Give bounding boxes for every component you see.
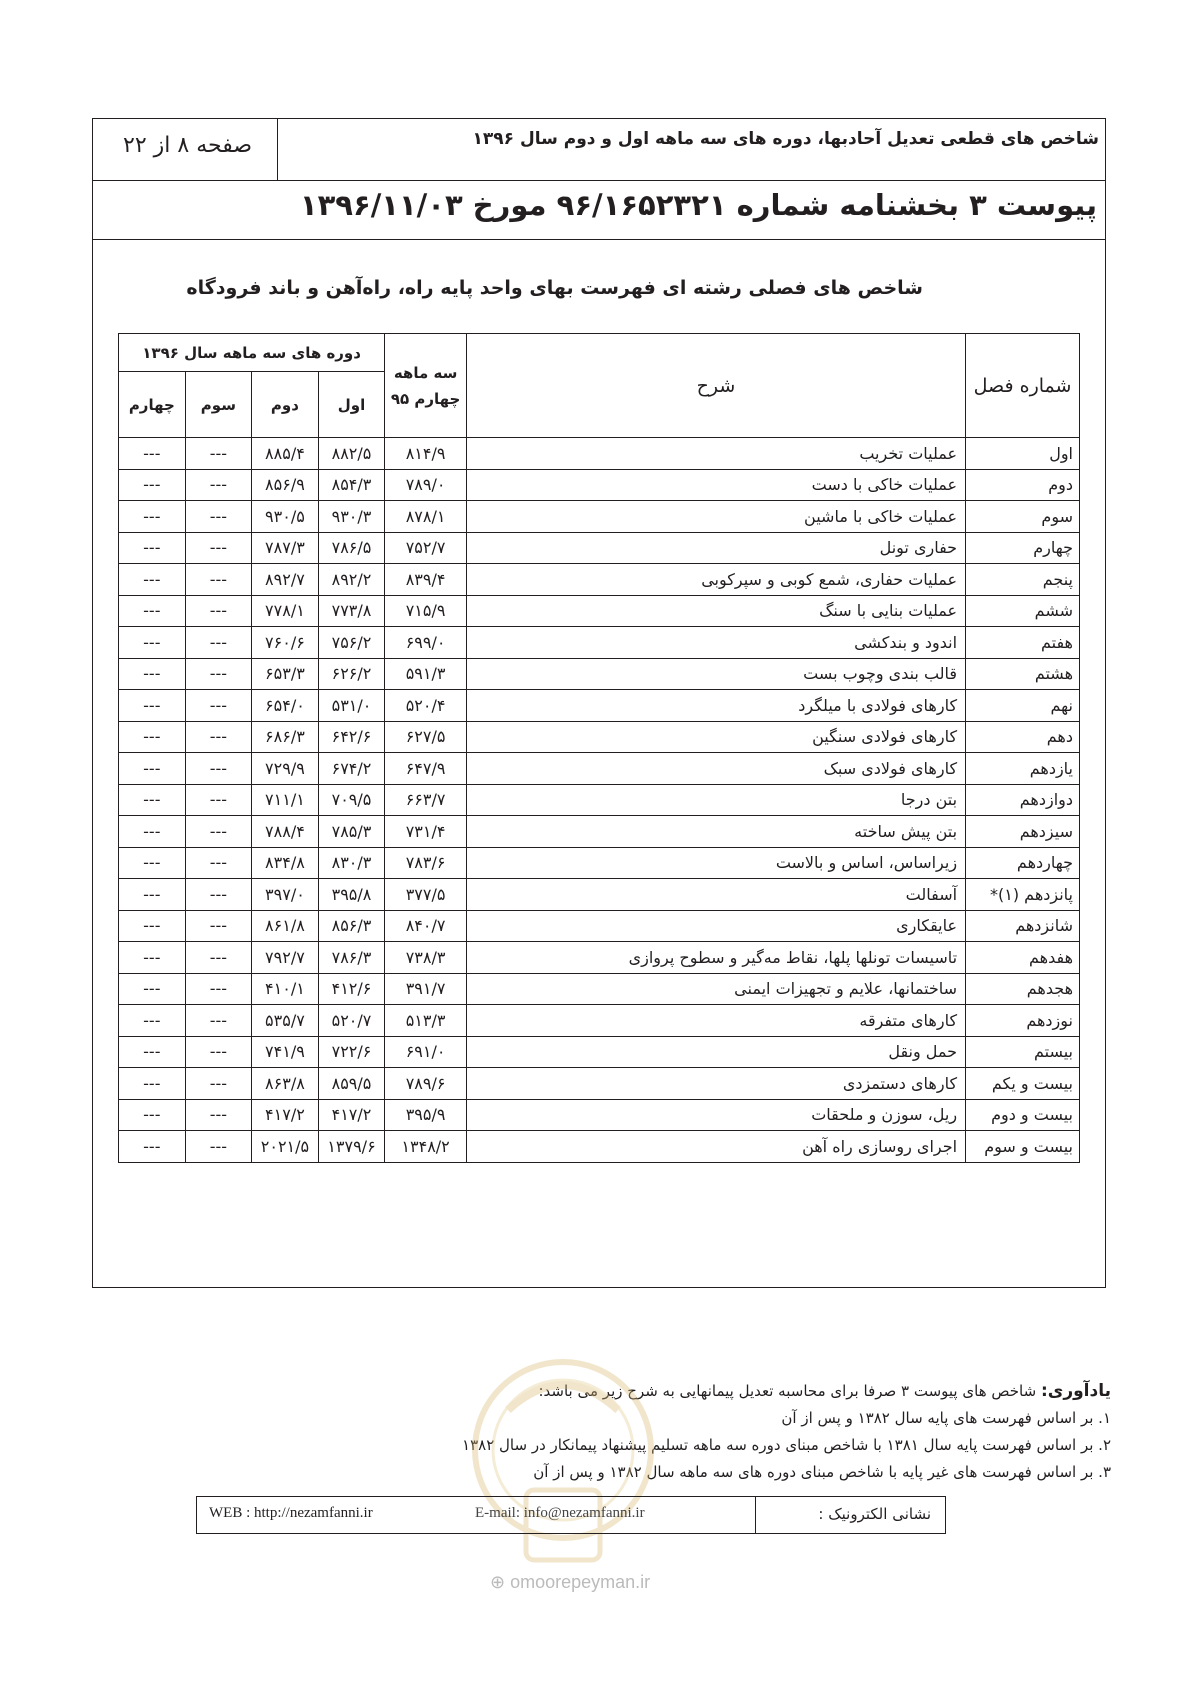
chapter-cell: نهم (966, 690, 1080, 722)
second-quarter-cell: ۸۸۵/۴ (252, 438, 319, 470)
q4-95-cell: ۶۲۷/۵ (385, 721, 467, 753)
chapter-cell: سوم (966, 501, 1080, 533)
description-cell: آسفالت (466, 879, 965, 911)
q4-95-cell: ۷۵۲/۷ (385, 532, 467, 564)
reminder-item: ۱. بر اساس فهرست های پایه سال ۱۳۸۲ و پس از آن (781, 1409, 1111, 1427)
first-quarter-cell: ۷۸۶/۵ (318, 532, 385, 564)
table-row (119, 1131, 1080, 1163)
q4-95-cell: ۳۷۷/۵ (385, 879, 467, 911)
first-quarter-cell: ۸۹۲/۲ (318, 564, 385, 596)
table-row (119, 753, 1080, 785)
third-quarter-cell: --- (185, 595, 252, 627)
fourth-quarter-cell: --- (119, 501, 186, 533)
description-cell: عملیات تخریب (466, 438, 965, 470)
table-title: شاخص های فصلی رشته ای فهرست بهای واحد پایه راه، راه‌آهن و باند فرودگاه (186, 277, 923, 299)
fourth-quarter-cell: --- (119, 564, 186, 596)
table-row (119, 847, 1080, 879)
table-row (119, 532, 1080, 564)
q4-95-cell: ۶۴۷/۹ (385, 753, 467, 785)
attachment-title: پیوست ۳ بخشنامه شماره ۹۶/۱۶۵۲۳۲۱ مورخ ۱۳۹۶/۱۱/۰۳ (299, 188, 1097, 222)
table-row (119, 595, 1080, 627)
second-quarter-cell: ۷۲۹/۹ (252, 753, 319, 785)
fourth-quarter-cell: --- (119, 1068, 186, 1100)
chapter-cell: پنجم (966, 564, 1080, 596)
chapter-cell: هجدهم (966, 973, 1080, 1005)
second-quarter-cell: ۸۹۲/۷ (252, 564, 319, 596)
second-quarter-cell: ۷۸۷/۳ (252, 532, 319, 564)
description-cell: عملیات خاکی با دست (466, 469, 965, 501)
page-frame (92, 118, 1106, 1288)
fourth-quarter-cell: --- (119, 910, 186, 942)
third-quarter-cell: --- (185, 879, 252, 911)
second-quarter-cell: ۷۴۱/۹ (252, 1036, 319, 1068)
q4-95-cell: ۸۳۹/۴ (385, 564, 467, 596)
third-quarter-cell: --- (185, 753, 252, 785)
chapter-cell: سیزدهم (966, 816, 1080, 848)
chapter-cell: شانزدهم (966, 910, 1080, 942)
second-quarter-cell: ۳۹۷/۰ (252, 879, 319, 911)
chapter-cell: بیستم (966, 1036, 1080, 1068)
fourth-quarter-cell: --- (119, 1036, 186, 1068)
first-quarter-cell: ۷۷۳/۸ (318, 595, 385, 627)
q4-95-cell: ۵۹۱/۳ (385, 658, 467, 690)
column-header-fourth: چهارم (119, 372, 186, 438)
chapter-cell: بیست و دوم (966, 1099, 1080, 1131)
q4-95-cell: ۵۱۳/۳ (385, 1005, 467, 1037)
second-quarter-cell: ۴۱۰/۱ (252, 973, 319, 1005)
chapter-cell: نوزدهم (966, 1005, 1080, 1037)
first-quarter-cell: ۶۷۴/۲ (318, 753, 385, 785)
email-link[interactable]: E-mail: info@nezamfanni.ir (475, 1505, 645, 1521)
table-row (119, 658, 1080, 690)
table-row (119, 784, 1080, 816)
page-number-box (93, 119, 278, 180)
chapter-cell: دهم (966, 721, 1080, 753)
description-cell: اجرای روسازی راه آهن (466, 1131, 965, 1163)
description-cell: کارهای متفرقه (466, 1005, 965, 1037)
q4-95-cell: ۷۸۹/۶ (385, 1068, 467, 1100)
q4-95-cell: ۷۸۳/۶ (385, 847, 467, 879)
second-quarter-cell: ۶۵۴/۰ (252, 690, 319, 722)
q4-95-cell: ۵۲۰/۴ (385, 690, 467, 722)
fourth-quarter-cell: --- (119, 816, 186, 848)
third-quarter-cell: --- (185, 658, 252, 690)
fourth-quarter-cell: --- (119, 532, 186, 564)
page-number: صفحه ۸ از ۲۲ (123, 133, 253, 158)
chapter-cell: هشتم (966, 658, 1080, 690)
table-row (119, 469, 1080, 501)
fourth-quarter-cell: --- (119, 1131, 186, 1163)
header-bar (93, 119, 1105, 181)
q4-95-cell: ۸۴۰/۷ (385, 910, 467, 942)
third-quarter-cell: --- (185, 564, 252, 596)
second-quarter-cell: ۶۵۳/۳ (252, 658, 319, 690)
fourth-quarter-cell: --- (119, 879, 186, 911)
third-quarter-cell: --- (185, 690, 252, 722)
q4-95-cell: ۸۷۸/۱ (385, 501, 467, 533)
footer-watermark: ⊕ omoorepeyman.ir (490, 1572, 651, 1592)
description-cell: بتن پیش ساخته (466, 816, 965, 848)
third-quarter-cell: --- (185, 1068, 252, 1100)
reminder-item: ۳. بر اساس فهرست های غیر پایه با شاخص مبنای دوره های سه ماهه سال ۱۳۸۲ و پس از آن (533, 1463, 1111, 1481)
q4-95-cell: ۶۹۹/۰ (385, 627, 467, 659)
table-row (119, 910, 1080, 942)
q4-95-cell: ۷۱۵/۹ (385, 595, 467, 627)
table-row (119, 438, 1080, 470)
fourth-quarter-cell: --- (119, 1099, 186, 1131)
description-cell: عملیات خاکی با ماشین (466, 501, 965, 533)
first-quarter-cell: ۸۸۲/۵ (318, 438, 385, 470)
second-quarter-cell: ۲۰۲۱/۵ (252, 1131, 319, 1163)
description-cell: ریل، سوزن و ملحقات (466, 1099, 965, 1131)
description-cell: زیراساس، اساس و بالاست (466, 847, 965, 879)
column-header-q4-95-line2: چهارم ۹۵ (390, 389, 461, 408)
third-quarter-cell: --- (185, 627, 252, 659)
description-cell: اندود و بندکشی (466, 627, 965, 659)
third-quarter-cell: --- (185, 1036, 252, 1068)
second-quarter-cell: ۷۱۱/۱ (252, 784, 319, 816)
table-row (119, 1068, 1080, 1100)
q4-95-cell: ۶۹۱/۰ (385, 1036, 467, 1068)
fourth-quarter-cell: --- (119, 595, 186, 627)
reminder-lead: یادآوری: (1040, 1381, 1111, 1401)
q4-95-cell: ۱۳۴۸/۲ (385, 1131, 467, 1163)
description-cell: حمل ونقل (466, 1036, 965, 1068)
q4-95-cell: ۶۶۳/۷ (385, 784, 467, 816)
fourth-quarter-cell: --- (119, 784, 186, 816)
third-quarter-cell: --- (185, 816, 252, 848)
chapter-cell: بیست و یکم (966, 1068, 1080, 1100)
second-quarter-cell: ۶۸۶/۳ (252, 721, 319, 753)
description-cell: کارهای فولادی سنگین (466, 721, 965, 753)
third-quarter-cell: --- (185, 438, 252, 470)
column-header-second: دوم (252, 372, 319, 438)
second-quarter-cell: ۸۶۳/۸ (252, 1068, 319, 1100)
second-quarter-cell: ۷۸۸/۴ (252, 816, 319, 848)
description-cell: عملیات حفاری، شمع کوبی و سپرکوبی (466, 564, 965, 596)
fourth-quarter-cell: --- (119, 690, 186, 722)
chapter-cell: ششم (966, 595, 1080, 627)
second-quarter-cell: ۵۳۵/۷ (252, 1005, 319, 1037)
second-quarter-cell: ۸۵۶/۹ (252, 469, 319, 501)
first-quarter-cell: ۷۸۶/۳ (318, 942, 385, 974)
chapter-cell: دوازدهم (966, 784, 1080, 816)
table-row (119, 721, 1080, 753)
description-cell: قالب بندی وچوب بست (466, 658, 965, 690)
description-cell: حفاری تونل (466, 532, 965, 564)
fourth-quarter-cell: --- (119, 1005, 186, 1037)
second-quarter-cell: ۴۱۷/۲ (252, 1099, 319, 1131)
first-quarter-cell: ۵۳۱/۰ (318, 690, 385, 722)
reminder-note (231, 1378, 1111, 1486)
website-link[interactable]: WEB : http://nezamfanni.ir (209, 1505, 373, 1521)
first-quarter-cell: ۵۲۰/۷ (318, 1005, 385, 1037)
contact-divider (755, 1497, 756, 1533)
first-quarter-cell: ۳۹۵/۸ (318, 879, 385, 911)
chapter-cell: دوم (966, 469, 1080, 501)
description-cell: عایقکاری (466, 910, 965, 942)
reminder-intro-line (231, 1378, 1111, 1405)
third-quarter-cell: --- (185, 847, 252, 879)
first-quarter-cell: ۷۲۲/۶ (318, 1036, 385, 1068)
column-header-q4-95 (385, 334, 467, 438)
first-quarter-cell: ۷۸۵/۳ (318, 816, 385, 848)
third-quarter-cell: --- (185, 910, 252, 942)
chapter-cell: چهاردهم (966, 847, 1080, 879)
chapter-cell: هفدهم (966, 942, 1080, 974)
third-quarter-cell: --- (185, 973, 252, 1005)
table-row (119, 501, 1080, 533)
description-cell: بتن درجا (466, 784, 965, 816)
third-quarter-cell: --- (185, 784, 252, 816)
table-row (119, 564, 1080, 596)
chapter-cell: یازدهم (966, 753, 1080, 785)
second-quarter-cell: ۷۹۲/۷ (252, 942, 319, 974)
q4-95-cell: ۳۹۱/۷ (385, 973, 467, 1005)
chapter-cell: اول (966, 438, 1080, 470)
fourth-quarter-cell: --- (119, 973, 186, 1005)
header-title: شاخص های قطعی تعدیل آحادبها، دوره های سه ماهه اول و دوم سال ۱۳۹۶ (472, 129, 1099, 149)
first-quarter-cell: ۹۳۰/۳ (318, 501, 385, 533)
fourth-quarter-cell: --- (119, 438, 186, 470)
chapter-cell: چهارم (966, 532, 1080, 564)
fourth-quarter-cell: --- (119, 469, 186, 501)
second-quarter-cell: ۸۶۱/۸ (252, 910, 319, 942)
fourth-quarter-cell: --- (119, 753, 186, 785)
description-cell: کارهای فولادی با میلگرد (466, 690, 965, 722)
column-header-q4-95-line1: سه ماهه (393, 363, 458, 382)
third-quarter-cell: --- (185, 469, 252, 501)
first-quarter-cell: ۸۵۴/۳ (318, 469, 385, 501)
column-header-chapter: شماره فصل (966, 334, 1080, 438)
first-quarter-cell: ۶۴۲/۶ (318, 721, 385, 753)
third-quarter-cell: --- (185, 1131, 252, 1163)
chapter-cell: بیست و سوم (966, 1131, 1080, 1163)
third-quarter-cell: --- (185, 942, 252, 974)
table-row (119, 879, 1080, 911)
contact-box (196, 1496, 946, 1534)
q4-95-cell: ۳۹۵/۹ (385, 1099, 467, 1131)
first-quarter-cell: ۴۱۲/۶ (318, 973, 385, 1005)
table-row (119, 973, 1080, 1005)
second-quarter-cell: ۷۶۰/۶ (252, 627, 319, 659)
stamp-watermark-icon (468, 1340, 658, 1580)
third-quarter-cell: --- (185, 501, 252, 533)
third-quarter-cell: --- (185, 1099, 252, 1131)
contact-label: نشانی الکترونیک : (818, 1505, 931, 1523)
q4-95-cell: ۷۸۹/۰ (385, 469, 467, 501)
table-row (119, 942, 1080, 974)
description-cell: کارهای دستمزدی (466, 1068, 965, 1100)
second-quarter-cell: ۹۳۰/۵ (252, 501, 319, 533)
reminder-intro: شاخص های پیوست ۳ صرفا برای محاسبه تعدیل پیمانهایی به شرح زیر می باشد: (538, 1382, 1041, 1400)
column-header-first: اول (318, 372, 385, 438)
first-quarter-cell: ۸۵۶/۳ (318, 910, 385, 942)
first-quarter-cell: ۴۱۷/۲ (318, 1099, 385, 1131)
first-quarter-cell: ۷۵۶/۲ (318, 627, 385, 659)
description-cell: عملیات بنایی با سنگ (466, 595, 965, 627)
table-row (119, 627, 1080, 659)
fourth-quarter-cell: --- (119, 658, 186, 690)
first-quarter-cell: ۷۰۹/۵ (318, 784, 385, 816)
fourth-quarter-cell: --- (119, 627, 186, 659)
fourth-quarter-cell: --- (119, 847, 186, 879)
table-row (119, 1099, 1080, 1131)
second-quarter-cell: ۷۷۸/۱ (252, 595, 319, 627)
table-row (119, 816, 1080, 848)
table-row (119, 1005, 1080, 1037)
attachment-bar (93, 180, 1105, 240)
q4-95-cell: ۷۳۱/۴ (385, 816, 467, 848)
description-cell: کارهای فولادی سبک (466, 753, 965, 785)
column-header-third: سوم (185, 372, 252, 438)
first-quarter-cell: ۶۲۶/۲ (318, 658, 385, 690)
description-cell: ساختمانها، علایم و تجهیزات ایمنی (466, 973, 965, 1005)
chapter-cell: هفتم (966, 627, 1080, 659)
footer-watermark-text: omoorepeyman.ir (510, 1572, 651, 1592)
first-quarter-cell: ۱۳۷۹/۶ (318, 1131, 385, 1163)
column-group-header-1396: دوره های سه ماهه سال ۱۳۹۶ (119, 334, 385, 372)
third-quarter-cell: --- (185, 721, 252, 753)
column-header-description: شرح (466, 334, 965, 438)
second-quarter-cell: ۸۳۴/۸ (252, 847, 319, 879)
index-table (118, 333, 1080, 1163)
third-quarter-cell: --- (185, 1005, 252, 1037)
description-cell: تاسیسات تونلها پلها، نقاط مه‌گیر و سطوح پروازی (466, 942, 965, 974)
first-quarter-cell: ۸۳۰/۳ (318, 847, 385, 879)
q4-95-cell: ۷۳۸/۳ (385, 942, 467, 974)
third-quarter-cell: --- (185, 532, 252, 564)
table-row (119, 1036, 1080, 1068)
reminder-item: ۲. بر اساس فهرست پایه سال ۱۳۸۱ با شاخص مبنای دوره سه ماهه تسلیم پیشنهاد پیمانکار در سال ۱۳۸۲ (462, 1436, 1111, 1454)
chapter-cell: پانزدهم (۱)* (966, 879, 1080, 911)
first-quarter-cell: ۸۵۹/۵ (318, 1068, 385, 1100)
fourth-quarter-cell: --- (119, 721, 186, 753)
fourth-quarter-cell: --- (119, 942, 186, 974)
q4-95-cell: ۸۱۴/۹ (385, 438, 467, 470)
table-row (119, 690, 1080, 722)
